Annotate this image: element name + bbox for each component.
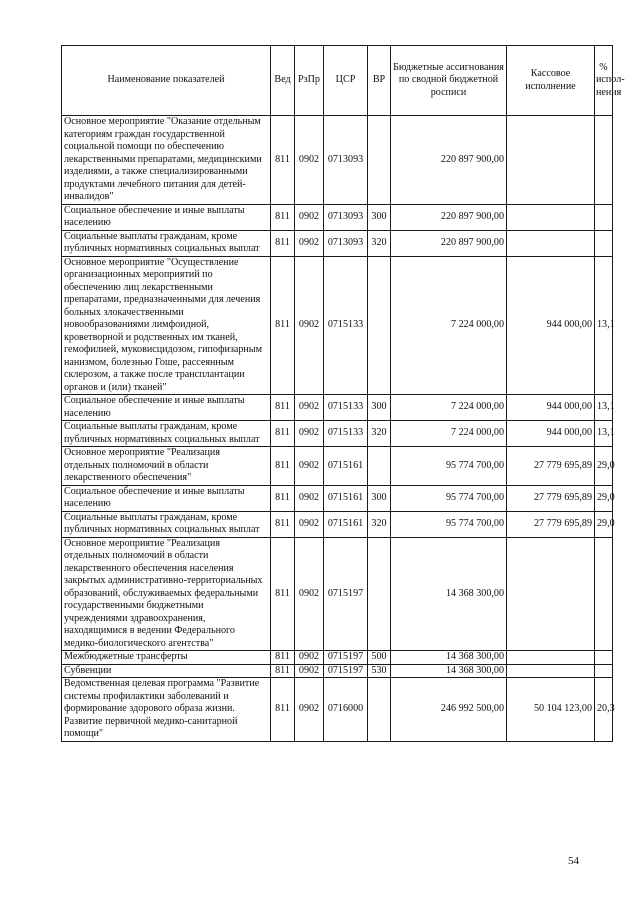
- row-ved: 811: [271, 511, 295, 537]
- row-pct: 13,1: [595, 256, 613, 395]
- row-cash: [507, 537, 595, 651]
- row-vr: [368, 537, 391, 651]
- row-csr: 0715133: [324, 421, 368, 447]
- row-csr: 0715197: [324, 664, 368, 678]
- row-csr: 0716000: [324, 678, 368, 742]
- row-ved: 811: [271, 447, 295, 486]
- row-pct: [595, 537, 613, 651]
- row-pct: 20,3: [595, 678, 613, 742]
- row-vr: 320: [368, 230, 391, 256]
- row-assign: 7 224 000,00: [391, 256, 507, 395]
- row-cash: 944 000,00: [507, 395, 595, 421]
- row-cash: [507, 664, 595, 678]
- row-pct: 29,0: [595, 447, 613, 486]
- row-assign: 95 774 700,00: [391, 511, 507, 537]
- row-assign: 14 368 300,00: [391, 537, 507, 651]
- table-row: [62, 447, 613, 486]
- row-name: Социальное обеспечение и иные выплаты населению: [62, 485, 271, 511]
- table-row: [62, 678, 613, 742]
- row-assign: 14 368 300,00: [391, 664, 507, 678]
- row-ved: 811: [271, 485, 295, 511]
- row-name: Социальные выплаты гражданам, кроме публичных нормативных социальных выплат: [62, 421, 271, 447]
- row-rzpr: 0902: [295, 678, 324, 742]
- header-rzpr: РзПр: [295, 46, 324, 116]
- table-row: [62, 664, 613, 678]
- row-ved: 811: [271, 395, 295, 421]
- row-vr: 320: [368, 511, 391, 537]
- page-number: 54: [568, 855, 579, 867]
- row-ved: 811: [271, 256, 295, 395]
- row-name: Основное мероприятие "Оказание отдельным категориям граждан государственной социальной помощи по обеспечению лекарственными препаратами, медицинскими изделиями, а также специализированными продуктами лечебного питания для детей-инвалидов": [62, 116, 271, 205]
- row-rzpr: 0902: [295, 485, 324, 511]
- row-cash: 27 779 695,89: [507, 447, 595, 486]
- table-row: [62, 204, 613, 230]
- row-pct: 13,1: [595, 395, 613, 421]
- row-name: Основное мероприятие "Осуществление организационных мероприятий по обеспечению лиц лекарственными препаратами, предназначенными для лечения больных злокачественными новообразованиями лимфоидной, кроветворной и родственных им тканей, гемофилией, муковисцидозом, гипофизарным нанизмом, болезнью Гоше, рассеянным склерозом, а также после трансплантации органов и (или) тканей": [62, 256, 271, 395]
- row-name: Социальные выплаты гражданам, кроме публичных нормативных социальных выплат: [62, 511, 271, 537]
- table-row: [62, 511, 613, 537]
- row-assign: 7 224 000,00: [391, 395, 507, 421]
- row-ved: 811: [271, 678, 295, 742]
- row-ved: 811: [271, 116, 295, 205]
- row-csr: 0715161: [324, 485, 368, 511]
- row-assign: 220 897 900,00: [391, 204, 507, 230]
- row-vr: 300: [368, 204, 391, 230]
- row-rzpr: 0902: [295, 204, 324, 230]
- row-cash: [507, 116, 595, 205]
- header-name: Наименование показателей: [62, 46, 271, 116]
- header-cash: Кассовое исполнение: [507, 46, 595, 116]
- row-name: Межбюджетные трансферты: [62, 651, 271, 665]
- row-csr: 0715161: [324, 447, 368, 486]
- row-assign: 95 774 700,00: [391, 447, 507, 486]
- row-vr: [368, 116, 391, 205]
- header-vr: ВР: [368, 46, 391, 116]
- table-row: [62, 395, 613, 421]
- row-cash: [507, 651, 595, 665]
- header-assign: Бюджетные ассигнования по сводной бюджетной росписи: [391, 46, 507, 116]
- table-row: [62, 230, 613, 256]
- row-name: Основное мероприятие "Реализация отдельных полномочий в области лекарственного обеспечения": [62, 447, 271, 486]
- row-name: Ведомственная целевая программа "Развитие системы профилактики заболеваний и формирование здорового образа жизни. Развитие первичной медико-санитарной помощи": [62, 678, 271, 742]
- row-ved: 811: [271, 421, 295, 447]
- row-rzpr: 0902: [295, 395, 324, 421]
- row-pct: [595, 664, 613, 678]
- row-vr: 320: [368, 421, 391, 447]
- row-cash: [507, 204, 595, 230]
- row-ved: 811: [271, 651, 295, 665]
- row-csr: 0713093: [324, 204, 368, 230]
- row-pct: [595, 651, 613, 665]
- row-assign: 95 774 700,00: [391, 485, 507, 511]
- row-name: Социальные выплаты гражданам, кроме публичных нормативных социальных выплат: [62, 230, 271, 256]
- header-pct: % испол-нения: [595, 46, 613, 116]
- table-row: [62, 537, 613, 651]
- row-pct: [595, 116, 613, 205]
- row-cash: 27 779 695,89: [507, 511, 595, 537]
- row-csr: 0715161: [324, 511, 368, 537]
- row-vr: [368, 256, 391, 395]
- row-ved: 811: [271, 230, 295, 256]
- row-name: Основное мероприятие "Реализация отдельных полномочий в области лекарственного обеспечения населения закрытых административно-территориальных образований, обслуживаемых федеральными государственными бюджетными учреждениями здравоохранения, находящимися в ведении Федерального медико-биологического агентства": [62, 537, 271, 651]
- row-assign: 14 368 300,00: [391, 651, 507, 665]
- table-row: [62, 421, 613, 447]
- row-assign: 246 992 500,00: [391, 678, 507, 742]
- row-csr: 0715133: [324, 395, 368, 421]
- row-assign: 220 897 900,00: [391, 116, 507, 205]
- row-ved: 811: [271, 537, 295, 651]
- row-ved: 811: [271, 664, 295, 678]
- row-rzpr: 0902: [295, 537, 324, 651]
- row-csr: 0713093: [324, 116, 368, 205]
- row-assign: 7 224 000,00: [391, 421, 507, 447]
- table-row: [62, 256, 613, 395]
- table-row: [62, 651, 613, 665]
- row-csr: 0715133: [324, 256, 368, 395]
- row-cash: 27 779 695,89: [507, 485, 595, 511]
- row-pct: 13,1: [595, 421, 613, 447]
- row-vr: [368, 678, 391, 742]
- row-rzpr: 0902: [295, 511, 324, 537]
- row-cash: 944 000,00: [507, 421, 595, 447]
- row-rzpr: 0902: [295, 256, 324, 395]
- row-pct: [595, 204, 613, 230]
- row-vr: 530: [368, 664, 391, 678]
- header-csr: ЦСР: [324, 46, 368, 116]
- row-csr: 0715197: [324, 537, 368, 651]
- row-rzpr: 0902: [295, 421, 324, 447]
- row-cash: 944 000,00: [507, 256, 595, 395]
- row-cash: [507, 230, 595, 256]
- row-csr: 0715197: [324, 651, 368, 665]
- row-rzpr: 0902: [295, 447, 324, 486]
- row-cash: 50 104 123,00: [507, 678, 595, 742]
- row-rzpr: 0902: [295, 116, 324, 205]
- row-vr: [368, 447, 391, 486]
- row-vr: 300: [368, 485, 391, 511]
- row-pct: 29,0: [595, 485, 613, 511]
- table-row: [62, 116, 613, 205]
- row-ved: 811: [271, 204, 295, 230]
- row-rzpr: 0902: [295, 664, 324, 678]
- row-csr: 0713093: [324, 230, 368, 256]
- row-name: Социальное обеспечение и иные выплаты населению: [62, 204, 271, 230]
- row-pct: 29,0: [595, 511, 613, 537]
- row-vr: 300: [368, 395, 391, 421]
- row-name: Социальное обеспечение и иные выплаты населению: [62, 395, 271, 421]
- row-vr: 500: [368, 651, 391, 665]
- header-ved: Вед: [271, 46, 295, 116]
- row-name: Субвенции: [62, 664, 271, 678]
- row-pct: [595, 230, 613, 256]
- budget-table: [61, 45, 625, 742]
- table-header-row: [62, 46, 613, 116]
- row-rzpr: 0902: [295, 230, 324, 256]
- row-assign: 220 897 900,00: [391, 230, 507, 256]
- row-rzpr: 0902: [295, 651, 324, 665]
- table-row: [62, 485, 613, 511]
